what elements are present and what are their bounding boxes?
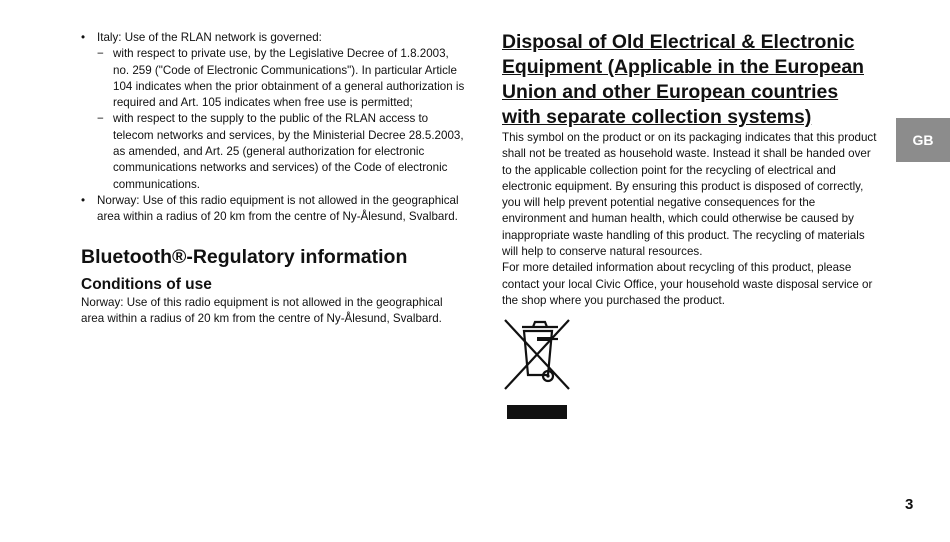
bluetooth-heading: Bluetooth®-Regulatory information	[81, 245, 408, 268]
conditions-heading: Conditions of use	[81, 275, 212, 293]
disposal-heading: Disposal of Old Electrical & Electronic Equipment (Applicable in the European Union and other European countries with separate collection systems)	[502, 31, 864, 128]
italy-item	[81, 30, 466, 193]
page-number: 3	[905, 496, 914, 513]
conditions-text: Norway: Use of this radio equipment is not allowed in the geographical area within a radius of 20 km from the centre of Ny-Ålesund, Svalbard.	[81, 295, 443, 325]
left-column	[81, 30, 466, 327]
language-tab: GB	[896, 118, 950, 162]
crossed-out-wheelie-bin-icon	[502, 317, 882, 426]
italy-intro: Italy: Use of the RLAN network is governed:	[97, 31, 322, 44]
disposal-paragraph-2: For more detailed information about recycling of this product, please contact your local Civic Office, your household waste disposal service or the shop where you purchased the product.	[502, 261, 873, 307]
italy-private-use: − with respect to private use, by the Legislative Decree of 1.8.2003, no. 259 ("Code of Electronic Communications"). In particular Article 104 indicates when the prior obtainment of a general authorization is required and Art. 105 indicates when free use is permitted;	[97, 46, 466, 111]
norway-item: • Norway: Use of this radio equipment is not allowed in the geographical area within a radius of 20 km from the centre of Ny-Ålesund, Svalbard.	[81, 193, 466, 226]
italy-public-supply: − with respect to the supply to the public of the RLAN access to telecom networks and services, by the Ministerial Decree 28.5.2003, as amended, and Art. 25 (general authorization for electronic communications networks and services) of the Code of electronic communications.	[97, 111, 466, 192]
regulation-list	[81, 30, 466, 226]
italy-sublist	[97, 46, 466, 193]
right-column	[502, 30, 882, 426]
disposal-paragraph-1: This symbol on the product or on its packaging indicates that this product shall not be treated as household waste. Instead it shall be handed over to the applicable collection point for the recycling of electrical and electronic equipment. By ensuring this product is disposed of correctly, you will help prevent potential negative consequences for the environment and human health, which could otherwise be caused by inappropriate waste handling of this product. The recycling of materials will help to conserve natural resources.	[502, 131, 877, 259]
